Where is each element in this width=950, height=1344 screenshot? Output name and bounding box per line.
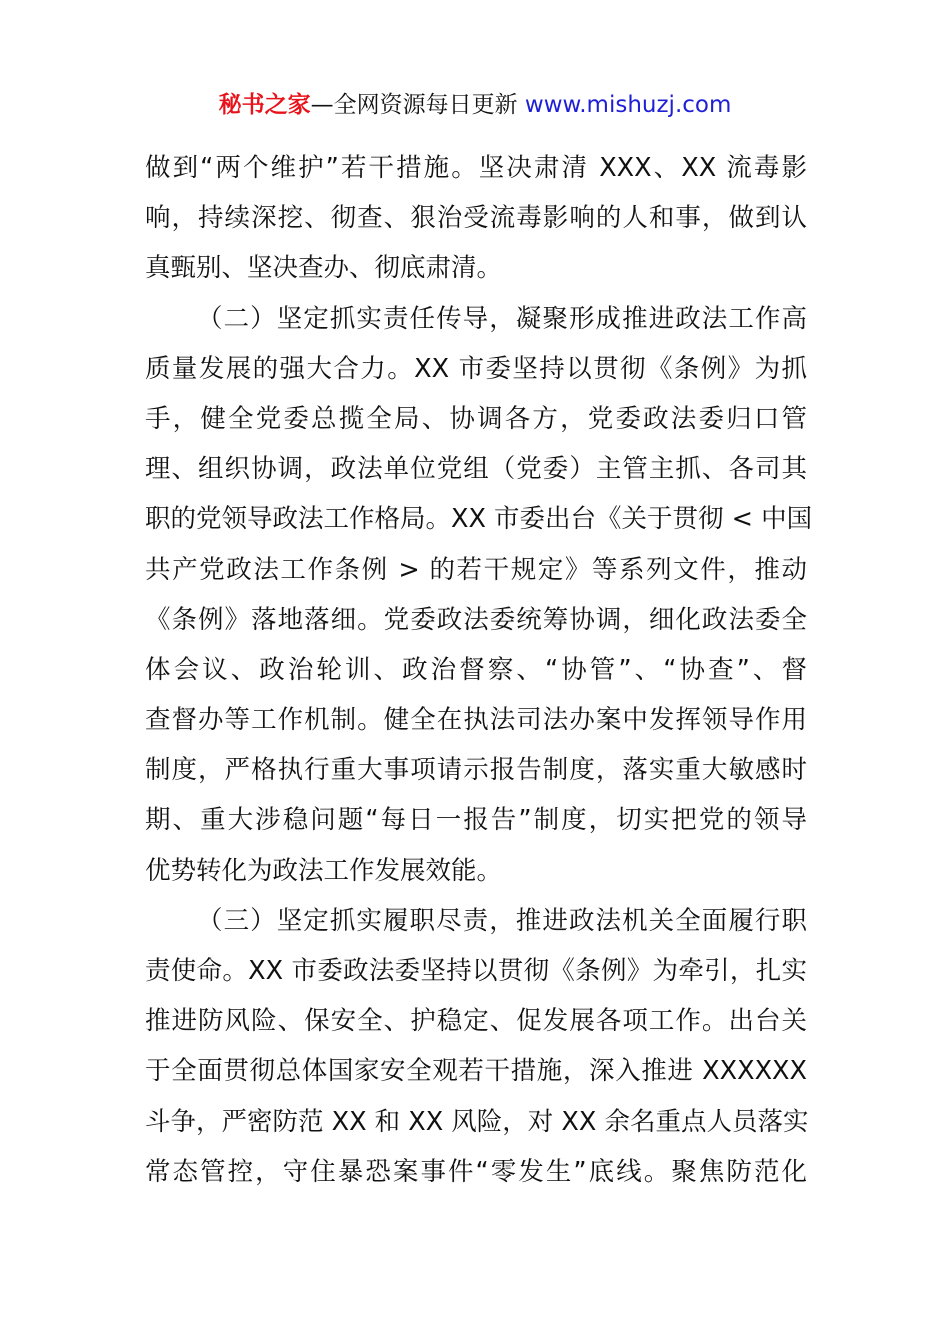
brand-name: 秘书之家 bbox=[218, 92, 311, 118]
text-line: 期、重大涉稳问题“每日一报告”制度，切实把党的领导 bbox=[145, 805, 807, 836]
text-line: 责使命。XX 市委政法委坚持以贯彻《条例》为牵引，扎实 bbox=[145, 956, 807, 986]
paragraph-heading-line: （二）坚定抓实责任传导，凝聚形成推进政法工作高 bbox=[197, 303, 807, 334]
text-line: 做到“两个维护”若干措施。坚决肃清 XXX、XX 流毒影 bbox=[145, 153, 807, 183]
document-body bbox=[145, 143, 813, 1197]
paragraph-heading-line: （三）坚定抓实履职尽责，推进政法机关全面履行职 bbox=[197, 905, 807, 936]
website-link[interactable]: www.mishuzj.com bbox=[524, 92, 732, 118]
text-line: 响，持续深挖、彻查、狠治受流毒影响的人和事，做到认 bbox=[145, 203, 807, 234]
text-line: 优势转化为政法工作发展效能。 bbox=[145, 855, 503, 886]
text-line: 体会议、政治轮训、政治督察、“协管”、“协查”、督 bbox=[145, 654, 807, 685]
text-line: 制度，严格执行重大事项请示报告制度，落实重大敏感时 bbox=[145, 755, 807, 786]
page-header bbox=[0, 88, 950, 122]
text-line: 于全面贯彻总体国家安全观若干措施，深入推进 XXXXXX bbox=[145, 1056, 807, 1087]
text-line: 真甄别、坚决查办、彻底肃清。 bbox=[145, 253, 503, 284]
text-line: 查督办等工作机制。健全在执法司法办案中发挥领导作用 bbox=[145, 705, 807, 736]
text-line: 共产党政法工作条例 > 的若干规定》等系列文件，推动 bbox=[145, 554, 807, 585]
text-line: 常态管控，守住暴恐案事件“零发生”底线。聚焦防范化 bbox=[145, 1156, 807, 1187]
text-line: 《条例》落地落细。党委政法委统筹协调，细化政法委全 bbox=[145, 604, 807, 635]
text-line: 手，健全党委总揽全局、协调各方，党委政法委归口管 bbox=[145, 403, 807, 434]
text-line: 斗争，严密防范 XX 和 XX 风险，对 XX 余名重点人员落实 bbox=[145, 1106, 809, 1137]
text-line: 质量发展的强大合力。XX 市委坚持以贯彻《条例》为抓 bbox=[145, 353, 807, 384]
text-line: 理、组织协调，政法单位党组（党委）主管主抓、各司其 bbox=[145, 454, 807, 485]
text-line: 职的党领导政法工作格局。XX 市委出台《关于贯彻 < 中国 bbox=[145, 504, 813, 535]
text-line: 推进防风险、保安全、护稳定、促发展各项工作。出台关 bbox=[145, 1006, 807, 1037]
header-tagline: —全网资源每日更新 bbox=[310, 92, 525, 118]
